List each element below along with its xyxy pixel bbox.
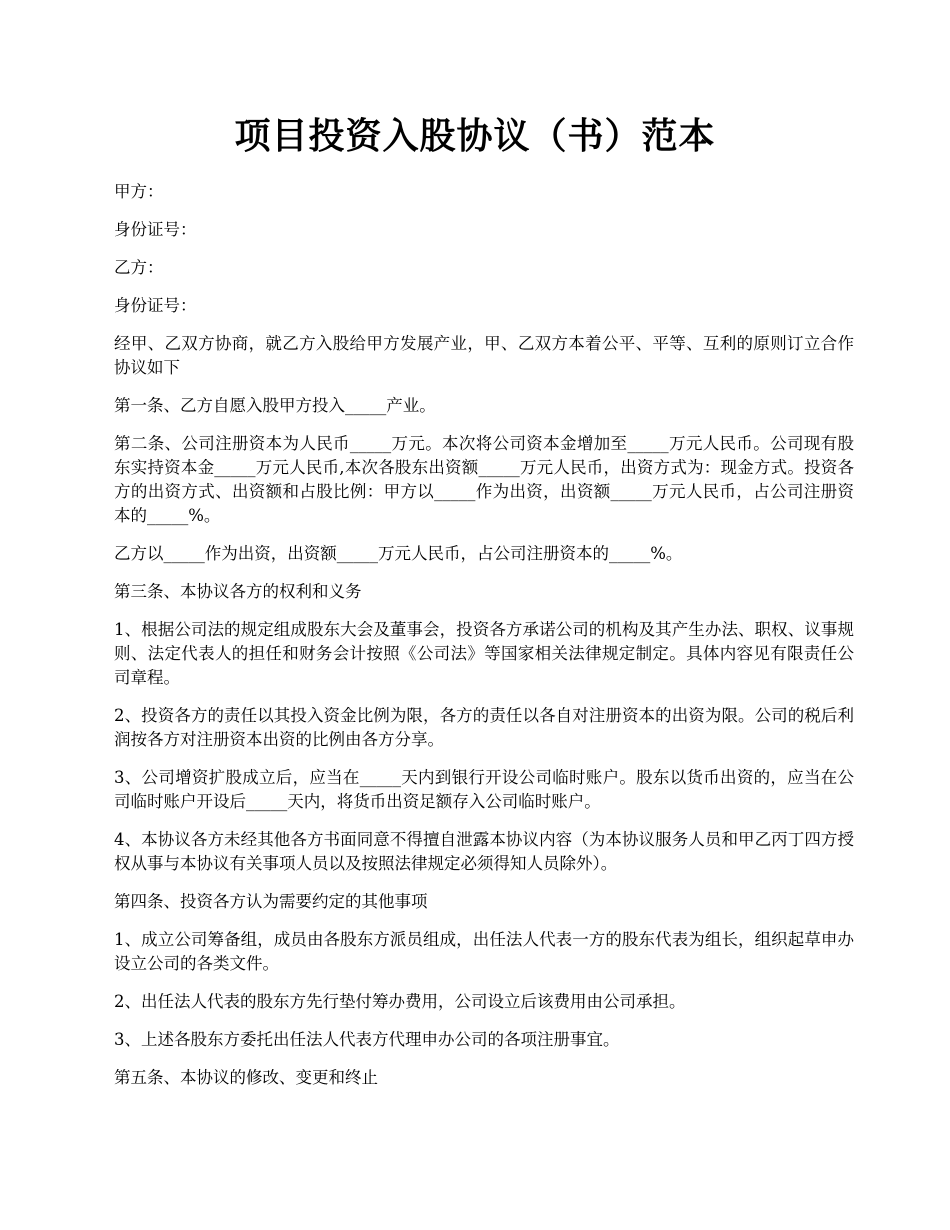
party-a-id-label: 身份证号： — [114, 220, 197, 239]
preamble-paragraph: 经甲、乙双方协商，就乙方入股给甲方发展产业，甲、乙双方本着公平、平等、互利的原则订立合作协议如下 — [114, 334, 854, 377]
article-3-clause-4: 4、本协议各方未经其他各方书面同意不得擅自泄露本协议内容（为本协议服务人员和甲乙丙丁四方授权从事与本协议有关事项人员以及按照法律规定必须得知人员除外）。 — [114, 830, 854, 873]
article-4-clause-2: 2、出任法人代表的股东方先行垫付筹办费用，公司设立后该费用由公司承担。 — [114, 992, 686, 1011]
article-4-clause-1: 1、成立公司筹备组，成员由各股东方派员组成，出任法人代表一方的股东代表为组长，组织起草申办设立公司的各类文件。 — [114, 930, 854, 973]
document-title: 项目投资入股协议（书）范本 — [234, 115, 716, 157]
article-3-clause-1: 1、根据公司法的规定组成股东大会及董事会，投资各方承诺公司的机构及其产生办法、职权、议事规则、法定代表人的担任和财务会计按照《公司法》等国家相关法律规定制定。具体内容见有限责任公司章程。 — [114, 620, 854, 687]
article-3-heading: 第三条、本协议各方的权利和义务 — [114, 582, 362, 601]
article-4-heading: 第四条、投资各方认为需要约定的其他事项 — [114, 892, 428, 911]
article-1: 第一条、乙方自愿入股甲方投入_____产业。 — [114, 396, 436, 415]
article-5-heading: 第五条、本协议的修改、变更和终止 — [114, 1068, 378, 1087]
article-2-party-b: 乙方以_____作为出资，出资额_____万元人民币，占公司注册资本的_____%。 — [114, 544, 683, 563]
article-3-clause-3: 3、公司增资扩股成立后，应当在_____天内到银行开设公司临时账户。股东以货币出资的，应当在公司临时账户开设后_____天内，将货币出资足额存入公司临时账户。 — [114, 768, 854, 811]
article-4-clause-3: 3、上述各股东方委托出任法人代表方代理申办公司的各项注册事宜。 — [114, 1030, 620, 1049]
party-b-label: 乙方： — [114, 258, 164, 277]
party-a-label: 甲方： — [114, 182, 164, 201]
article-2: 第二条、公司注册资本为人民币_____万元。本次将公司资本金增加至_____万元人民币。公司现有股东实持资本金_____万元人民币,本次各股东出资额_____万元人民币，出资方式为：现金方式。投资各方的出资方式、出资额和占股比例：甲方以_____作为出资，出资额_____万元人民币，占公司注册资本的_____%。 — [114, 434, 854, 525]
article-3-clause-2: 2、投资各方的责任以其投入资金比例为限，各方的责任以各自对注册资本的出资为限。公司的税后利润按各方对注册资本出资的比例由各方分享。 — [114, 706, 854, 749]
document-body — [114, 180, 854, 1104]
party-b-id-label: 身份证号： — [114, 296, 197, 315]
